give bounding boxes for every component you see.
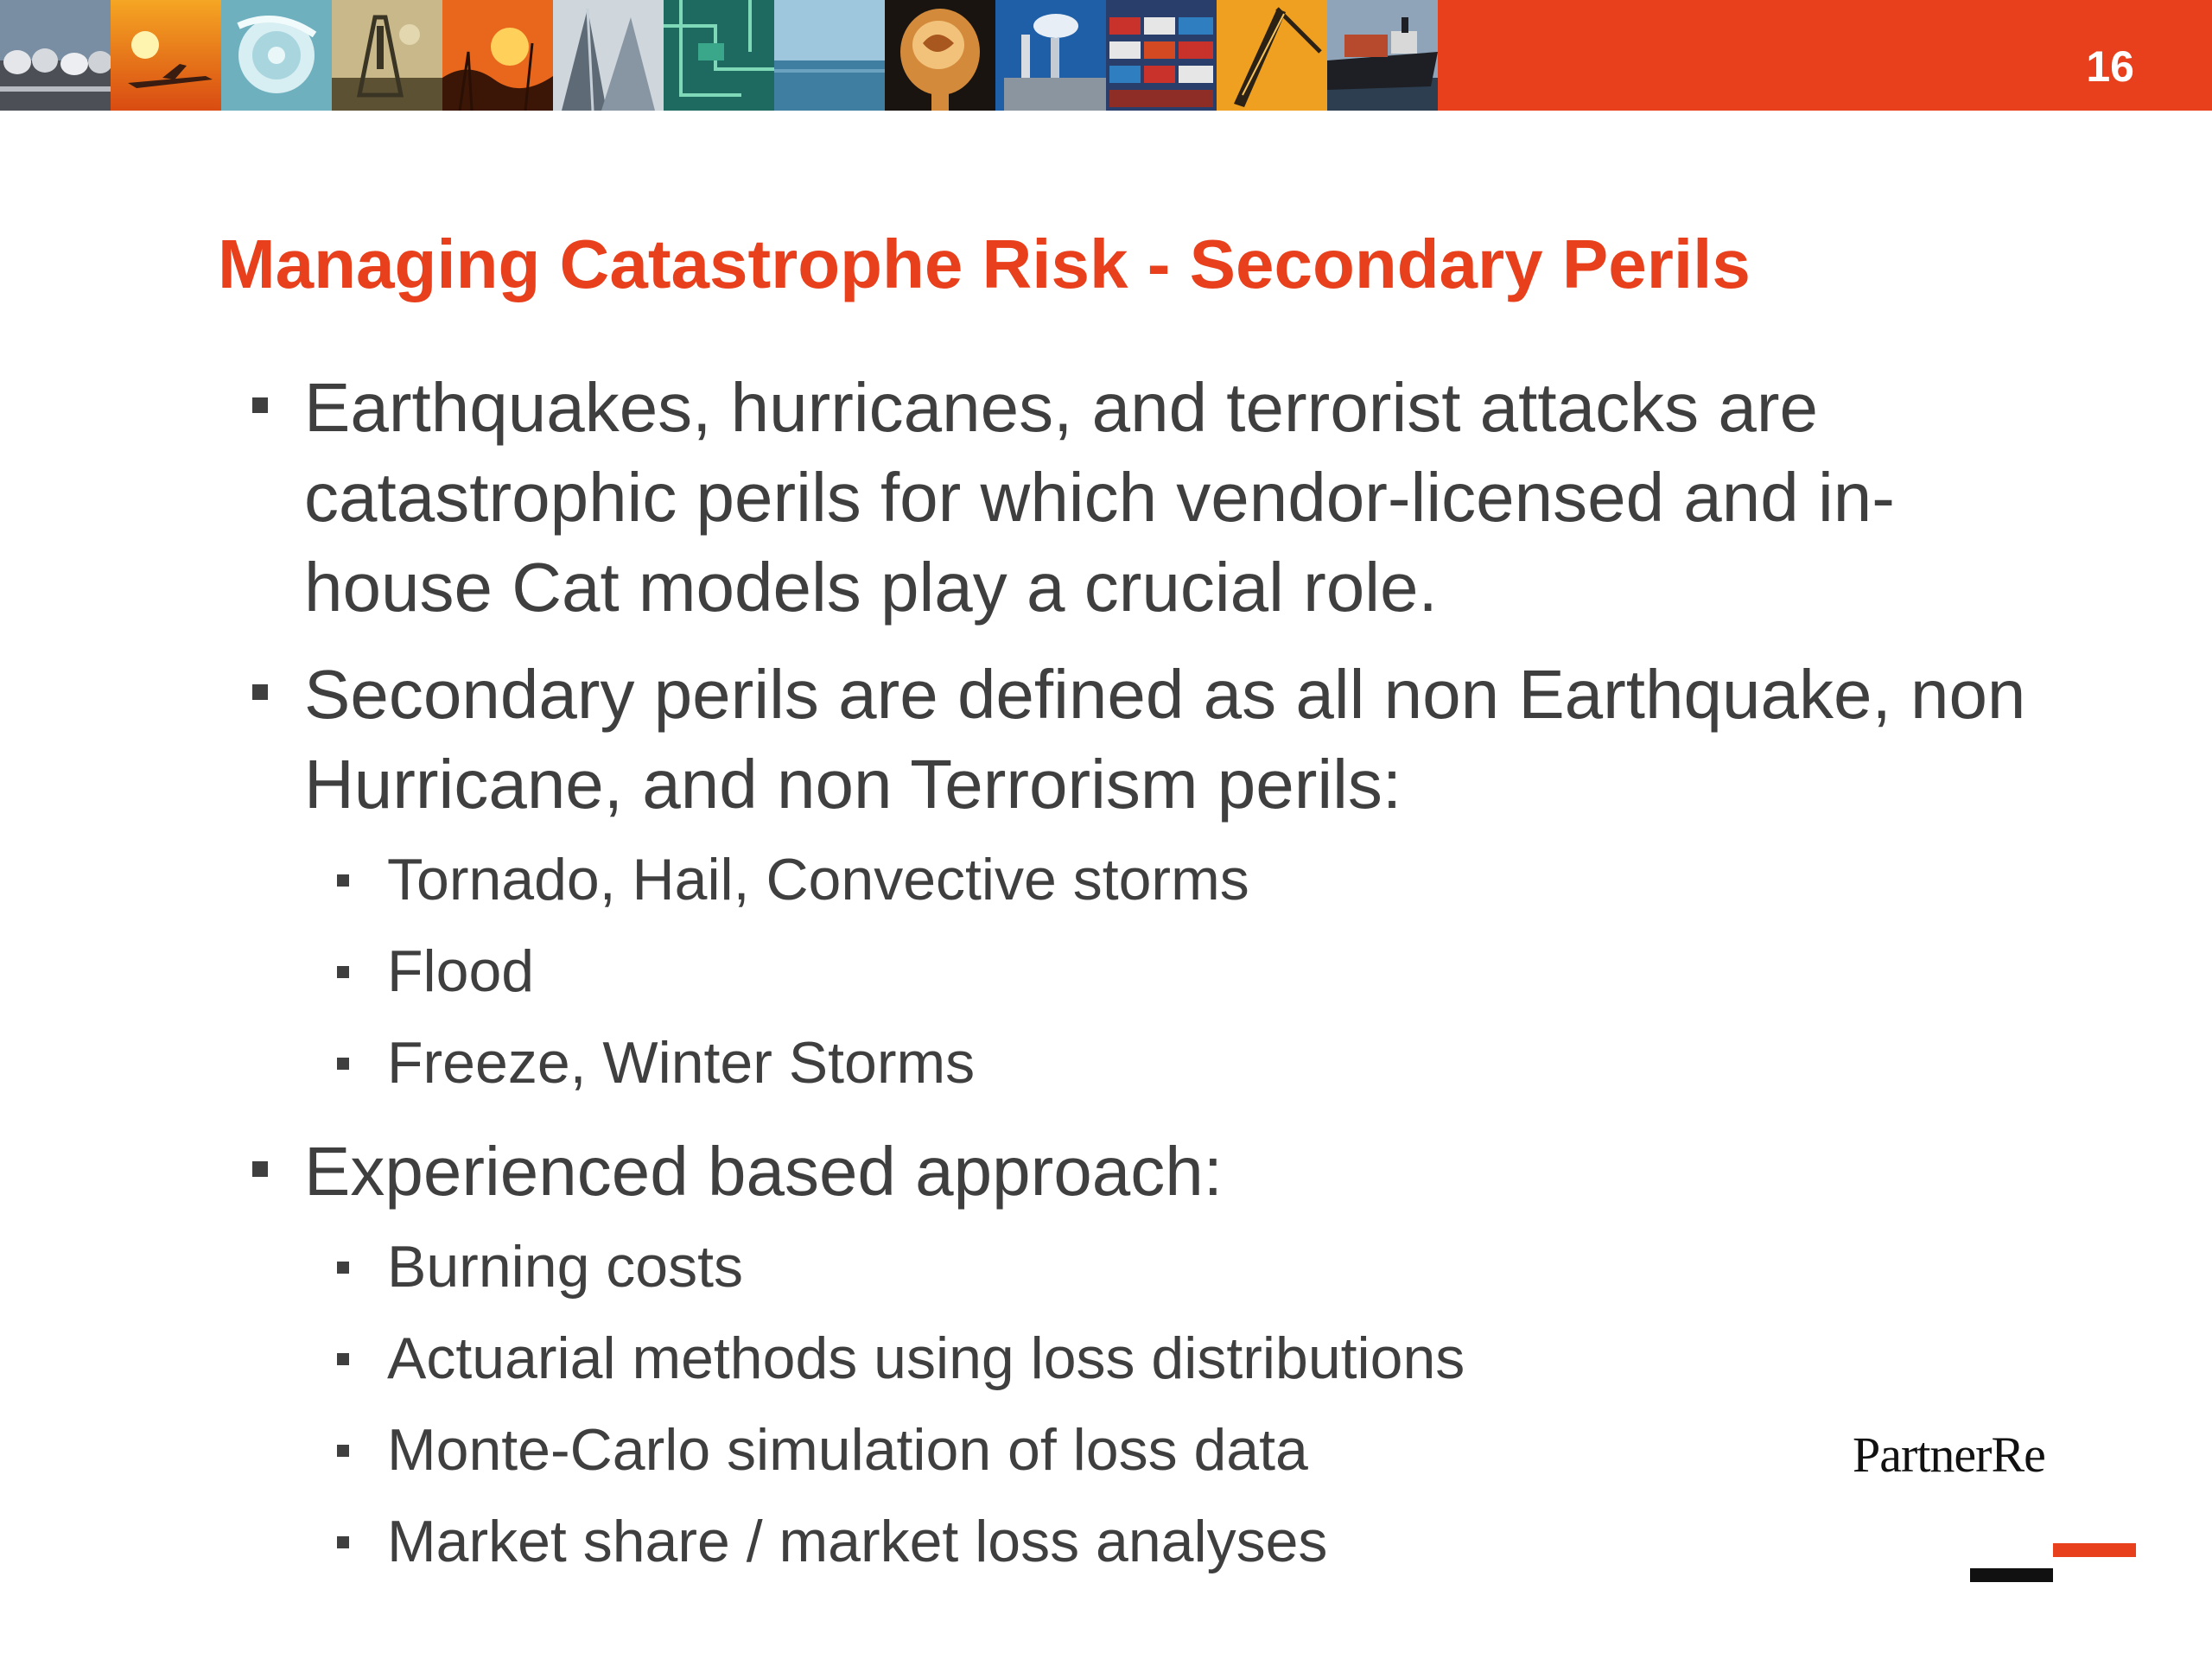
sub-bullet-market-share: Market share / market loss analyses <box>387 1509 1328 1574</box>
logo-black-bar <box>1970 1568 2053 1582</box>
sub-bullet-marker <box>337 874 349 887</box>
bullet-secondary-perils: Secondary perils are defined as all non Earthquake, non Hurricane, and non Terrorism perils: <box>304 656 2026 823</box>
sub-bullet-flood: Flood <box>387 938 535 1004</box>
sub-bullet-marker <box>337 1445 349 1457</box>
sub-bullet-burning-costs: Burning costs <box>387 1234 743 1300</box>
sub-bullet-tornado: Tornado, Hail, Convective storms <box>387 847 1249 912</box>
sub-bullet-marker <box>337 1262 349 1274</box>
bullet-cat-models: Earthquakes, hurricanes, and terrorist attacks are catastrophic perils for which vendor-licensed and in-house Cat models play a crucial role. <box>304 369 1895 626</box>
logo-orange-bar <box>2053 1543 2136 1557</box>
logo-wordmark: PartnerRe <box>1853 1427 2045 1483</box>
bullet-experience-approach: Experienced based approach: <box>304 1133 1223 1210</box>
sub-bullet-freeze: Freeze, Winter Storms <box>387 1030 976 1096</box>
bullet-marker <box>252 684 268 700</box>
sub-bullet-marker <box>337 1536 349 1548</box>
sub-bullet-marker <box>337 1353 349 1365</box>
sub-bullet-actuarial: Actuarial methods using loss distributions <box>387 1325 1465 1391</box>
sub-bullet-marker <box>337 1058 349 1070</box>
sub-bullet-marker <box>337 966 349 978</box>
bullet-marker <box>252 1161 268 1177</box>
slide-number: 16 <box>2086 42 2134 91</box>
slide-title: Managing Catastrophe Risk - Secondary Perils <box>218 226 1751 302</box>
sub-bullet-monte-carlo: Monte-Carlo simulation of loss data <box>387 1417 1308 1483</box>
bullet-marker <box>252 397 268 413</box>
